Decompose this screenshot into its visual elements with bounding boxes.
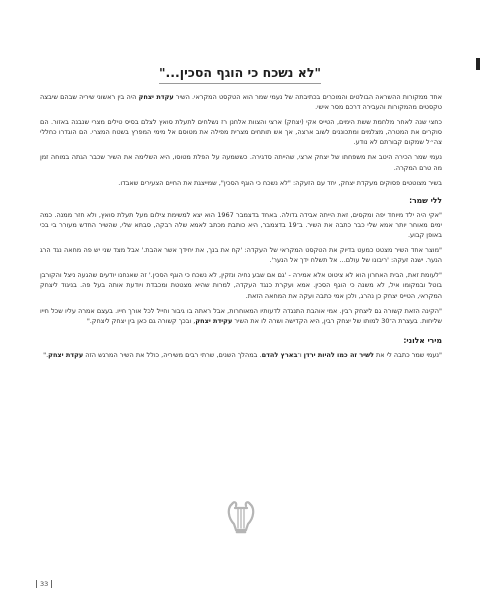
section-heading-leli: ללי שמר: — [409, 195, 442, 205]
title-wrap — [0, 62, 480, 84]
miri-quote-joiner: ו־ — [297, 350, 304, 359]
story-paragraph: כחצי שנה לאחר מלחמת ששת הימים, הטייס אקי (יצחק) ארצי והצוות אלחנן רז נשלחים לתעלת סואץ לצלם בסיס טילים מצרי שנבנה באזור. הם סוקרים את המטרה, מצלמים ומתכוננים לשוב ארצה, אך אש תותחים מצרית מפילה את מטוסם אל מימי המפרץ בשטח המצרי. הם הוגדרו כחללי צה״ל שמקום קבורתם לא נודע. — [40, 118, 442, 147]
intro-text: אחד ממקורות ההשראה הבולטים והמוכרים בכתיבתה של נעמי שמר הוא הטקסט המקראי. השיר — [173, 93, 442, 101]
intro-paragraph — [40, 92, 442, 112]
article-body — [40, 92, 442, 365]
song-title-bold: עקידת יצחק — [195, 316, 233, 325]
song-title-bold: בארץ להדם — [261, 350, 298, 359]
song-title-akedat-yitzhak: עקדת יצחק — [138, 93, 174, 101]
section-heading-miri: מירי אלוני: — [403, 335, 442, 345]
leli-quote-4 — [40, 306, 442, 326]
family-paragraph: נעמי שמר הכירה היטב את משפחתו של יצחק ארצי, שהייתה סדגירה. כששמעה על הפלת מטוסו, היא השלימה את השיר שכבר הגתה במוחה זמן מה טרם המקרה. — [40, 153, 442, 172]
intro-text-cont: היה בין ראשוני שיריה שבהם שיבצה טקסטים מהמקורות והעבירה דרכם מסר אישי. — [40, 93, 442, 112]
leli-quote-1: "אקי היה ילד מיוחד יפה ומקסים, זאת הייתה אבידה גדולה. באחד בדצמבר 1967 הוא יצא למשימת צילום מעל תעלת סואץ, ולא חזר ממנה. כמה ימים מאוחר יותר אמא שלי כבר כתבה את השיר. ב־19 בדצמבר, היא כותבת מכתב לאמא שלה רבקה, סבתא שלי, שהשיר החדש מעורר בי בכי באופן קבוע. — [40, 210, 442, 240]
leli-quote-4-text: "הקינה הזאת קשורה גם ליצחק רבין. אמי אוהבת התנגדה לדעותיו המאוחרות, אבל ראתה בו גיבור וחייל לכל אורך חייו. בעצם אמרה עליו שכל חייו שליחות. בעצרת ה־30 למותו של יצחק רבין, היא הקדישה ושרה לו את השיר — [40, 306, 442, 325]
leli-quote-2: "מוצר אחד השיר מצטט כמעט בדיוק את הטקסט המקראי של העקדה: 'קח את בנך, את יחידך אשר אהבת.' אבל מצד שני יש פה מחאה נגד הרג הנער. ישנה זעקה: 'ריבונו של עולם... אל תשלח ידך אל הנער'. — [40, 246, 442, 265]
leli-quote-3: "לעומת זאת, הבית האחרון הוא לא ציטוט אלא אמירה - 'גם אם שבע נחיה ונזקין, לא נשכח כי הוגף הסכין.' זה שאנחנו יודעים שהגעה ניצל והקורבן בוטל ובמקומו איל, לא משנה כי הוגף הסכין. אמא ועקרת כנגד העקדה, למרות שהיא מצטטת ומכבדת ויודעת אותה בעל פה. בניגוד ליצחק המקראי, הטייס יצחק כן נהרג, ולכן אמי כתבה ועקה את המחאה הזאת. — [40, 271, 442, 300]
song-title-bold: לשיר זה כמו להיות ירדן — [303, 350, 374, 359]
leli-quote-4-end: , ובכך קשורה גם כאן בין יצחק ליצחק." — [86, 316, 196, 325]
page-number: 33 — [36, 580, 52, 588]
lyre-icon — [224, 498, 258, 536]
miri-quote — [40, 350, 442, 360]
page-title: "לא נשכח כי הוגף הסכין..." — [159, 65, 321, 84]
song-title-bold: עקדת יצחק — [48, 350, 84, 359]
miri-quote-text-cont: . במהלך השנים, שרתי רבים משיריה, כולל את השיר המרגש הזה — [83, 350, 262, 359]
quote-summary-paragraph: בשיר מצוטטים פסוקים מעקדת יצחק, יחד עם הזעקה: "לא נשכח כי הוגף הסכין", שמייצגת את החיים הצעירים שאבדו. — [118, 178, 442, 187]
miri-quote-text: "נעמי שמר כתבה לי את — [373, 350, 442, 359]
miri-quote-end: ." — [43, 350, 49, 359]
